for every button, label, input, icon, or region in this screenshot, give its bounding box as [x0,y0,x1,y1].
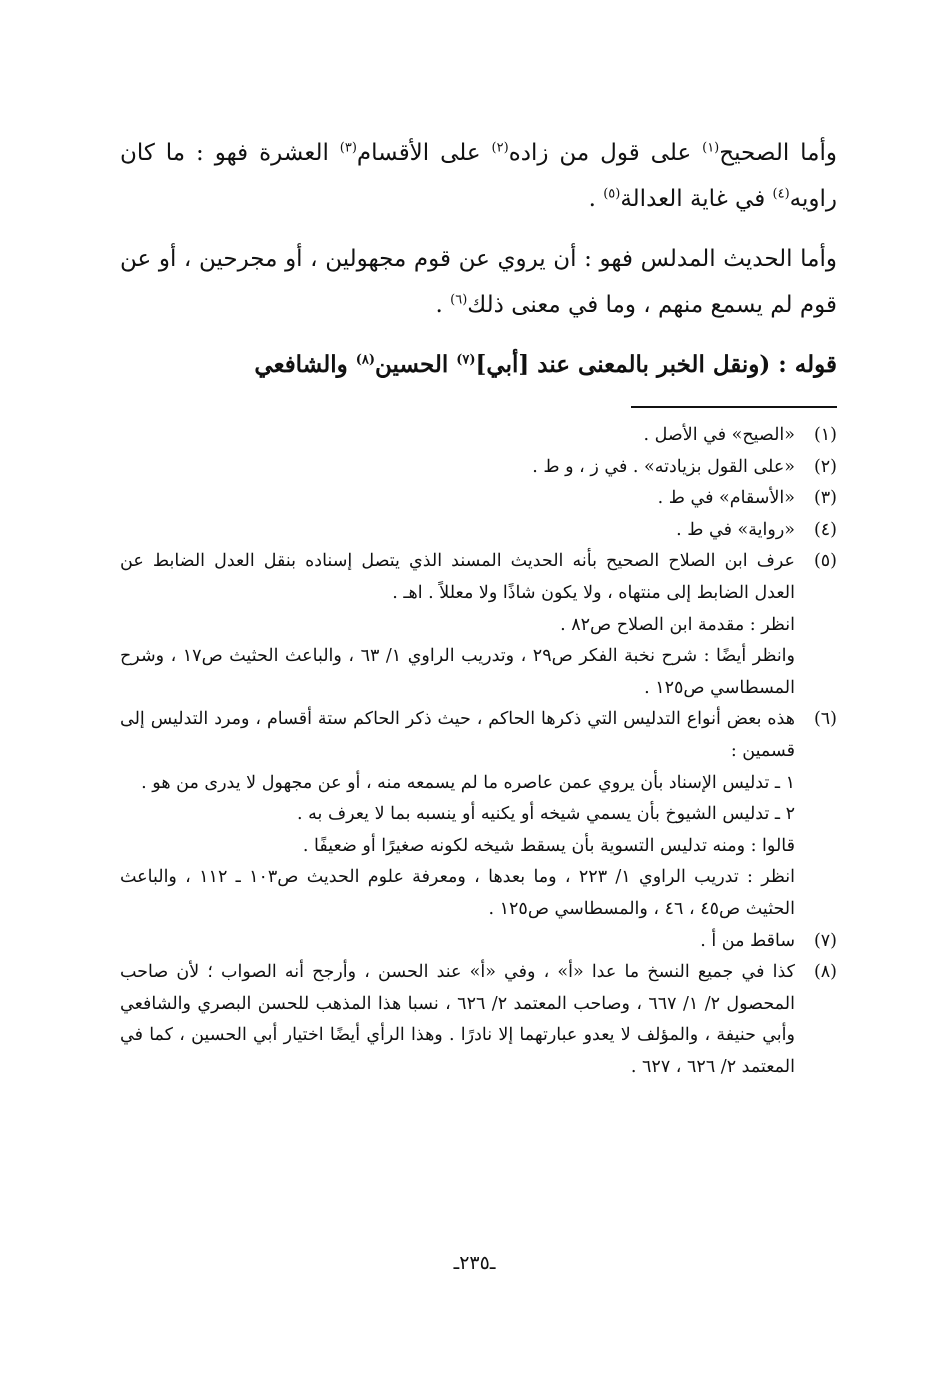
footnote-body [120,515,795,547]
footnote-number: (٦) [813,709,837,730]
footnote-4 [120,515,837,547]
footnote-line: هذه بعض أنواع التدليس التي ذكرها الحاكم ، حيث ذكر الحاكم ستة أقسام ، ومرد التدليس إلى قسمين : [120,709,795,761]
paragraph-sahih [120,130,837,222]
text-run: . [435,292,451,318]
footnote-number: (٥) [813,551,837,572]
footnote-number: (٤) [813,519,837,540]
footnote-line: عرف ابن الصلاح الصحيح بأنه الحديث المسند الذي يتصل إسناده بنقل العدل الضابط عن العدل الضابط إلى منتهاه ، ولا يكون شاذًا ولا معللاً . اهـ . [120,551,795,603]
footnote-number: (٧) [813,930,837,951]
footnote-line: ٢ ـ تدليس الشيوخ بأن يسمي شيخه أو يكنيه أو ينسبه بما لا يعرف به . [297,804,795,825]
footnote-number: (٢) [813,456,837,477]
footnote-line: «الأسقام» في ط . [657,488,795,509]
footnote-number: (٨) [813,962,837,983]
page-number: ـ٢٣٥ـ [453,1252,496,1274]
text-run: وأما الصحيح [719,140,837,166]
footnote-line: كذا في جميع النسخ ما عدا «أ» ، وفي «أ» عند الحسن ، وأرجح أنه الصواب ؛ لأن صاحب المحصول ٢/ ١/ ٦٦٧ ، وصاحب المعتمد ٢/ ٦٢٦ ، نسبا هذا المذهب للحسن البصري والشافعي وأبي حنيفة ، والمؤلف لا يعدو عبارتهما إلا نادرًا . وهذا الرأي أيضًا اختيار أبي الحسين ، كما في المعتمد ٢/ ٦٢٦ ، ٦٢٧ . [120,962,795,1077]
footnote-line: ١ ـ تدليس الإسناد بأن يروي عمن عاصره ما لم يسمعه منه ، أو عن مجهول لا يدرى من هو . [141,772,795,793]
text-run: وأما الحديث المدلس فهو : أن يروي عن قوم مجهولين ، أو مجرحين ، أو عن قوم لم يسمع منهم ، وما في معنى ذلك [120,246,837,318]
footnote-line: انظر : تدريب الراوي ١/ ٢٢٣ ، وما بعدها ، ومعرفة علوم الحديث ص١٠٣ ـ ١١٢ ، والباعث الحثيث ص٤٥ ، ٤٦ ، والمسطاسي ص١٢٥ . [120,867,795,919]
footnote-8 [120,957,837,1083]
footnote-2 [120,452,837,484]
text-run: على الأقسام [356,140,492,166]
footnote-ref-8: (٨) [355,352,376,368]
main-text [120,130,837,388]
footnote-body [120,957,795,1083]
footnote-body [120,704,795,925]
footnote-number: (٣) [813,488,837,509]
text-run: العشرة فهو : ما كان راويه [120,140,837,212]
footnote-separator [631,406,837,408]
footnote-line: «على القول بزيادته» . في ز ، و ط . [532,456,795,477]
text-run: الحسين [375,351,457,378]
footnote-ref-6: (٦) [450,292,468,308]
book-page [120,130,837,1373]
footnote-7 [120,926,837,958]
footnote-number: (١) [813,425,837,445]
footnote-ref-1: (١) [702,140,720,156]
footnote-6 [120,704,837,925]
footnote-body [120,452,795,484]
footnote-line: «الصيح» في الأصل . [643,425,795,445]
text-run: . [588,186,604,212]
text-run: والشافعي [254,351,356,378]
footnote-line: ساقط من أ . [700,930,795,951]
footnote-ref-7: (٧) [456,352,476,368]
footnote-body [120,483,795,515]
text-run: قوله : (ونقل الخبر بالمعنى عند [أبي] [475,351,837,378]
footnotes [120,420,837,1083]
footnote-body [120,926,795,958]
footnote-1 [120,420,837,452]
footnote-body [120,546,795,704]
text-run: في غاية العدالة [620,186,773,212]
footnote-line: انظر : مقدمة ابن الصلاح ص٨٢ . [560,614,795,635]
footnote-3 [120,483,837,515]
paragraph-quote [120,342,837,388]
text-run: على قول من زاده [508,140,703,166]
footnote-5 [120,546,837,704]
footnote-line: قالوا : ومنه تدليس التسوية بأن يسقط شيخه لكونه صغيرًا أو ضعيفًا . [302,835,795,856]
footnote-body [120,420,795,452]
footnote-line: «رواية» في ط . [676,519,795,540]
footnote-ref-5: (٥) [603,186,621,202]
footnote-ref-3: (٣) [339,140,357,156]
paragraph-mudallas [120,236,837,328]
footnote-ref-2: (٢) [491,140,509,156]
footnote-line: وانظر أيضًا : شرح نخبة الفكر ص٢٩ ، وتدريب الراوي ١/ ٦٣ ، والباعث الحثيث ص١٧ ، وشرح المسطاسي ص١٢٥ . [120,646,795,698]
footnote-ref-4: (٤) [772,186,790,202]
